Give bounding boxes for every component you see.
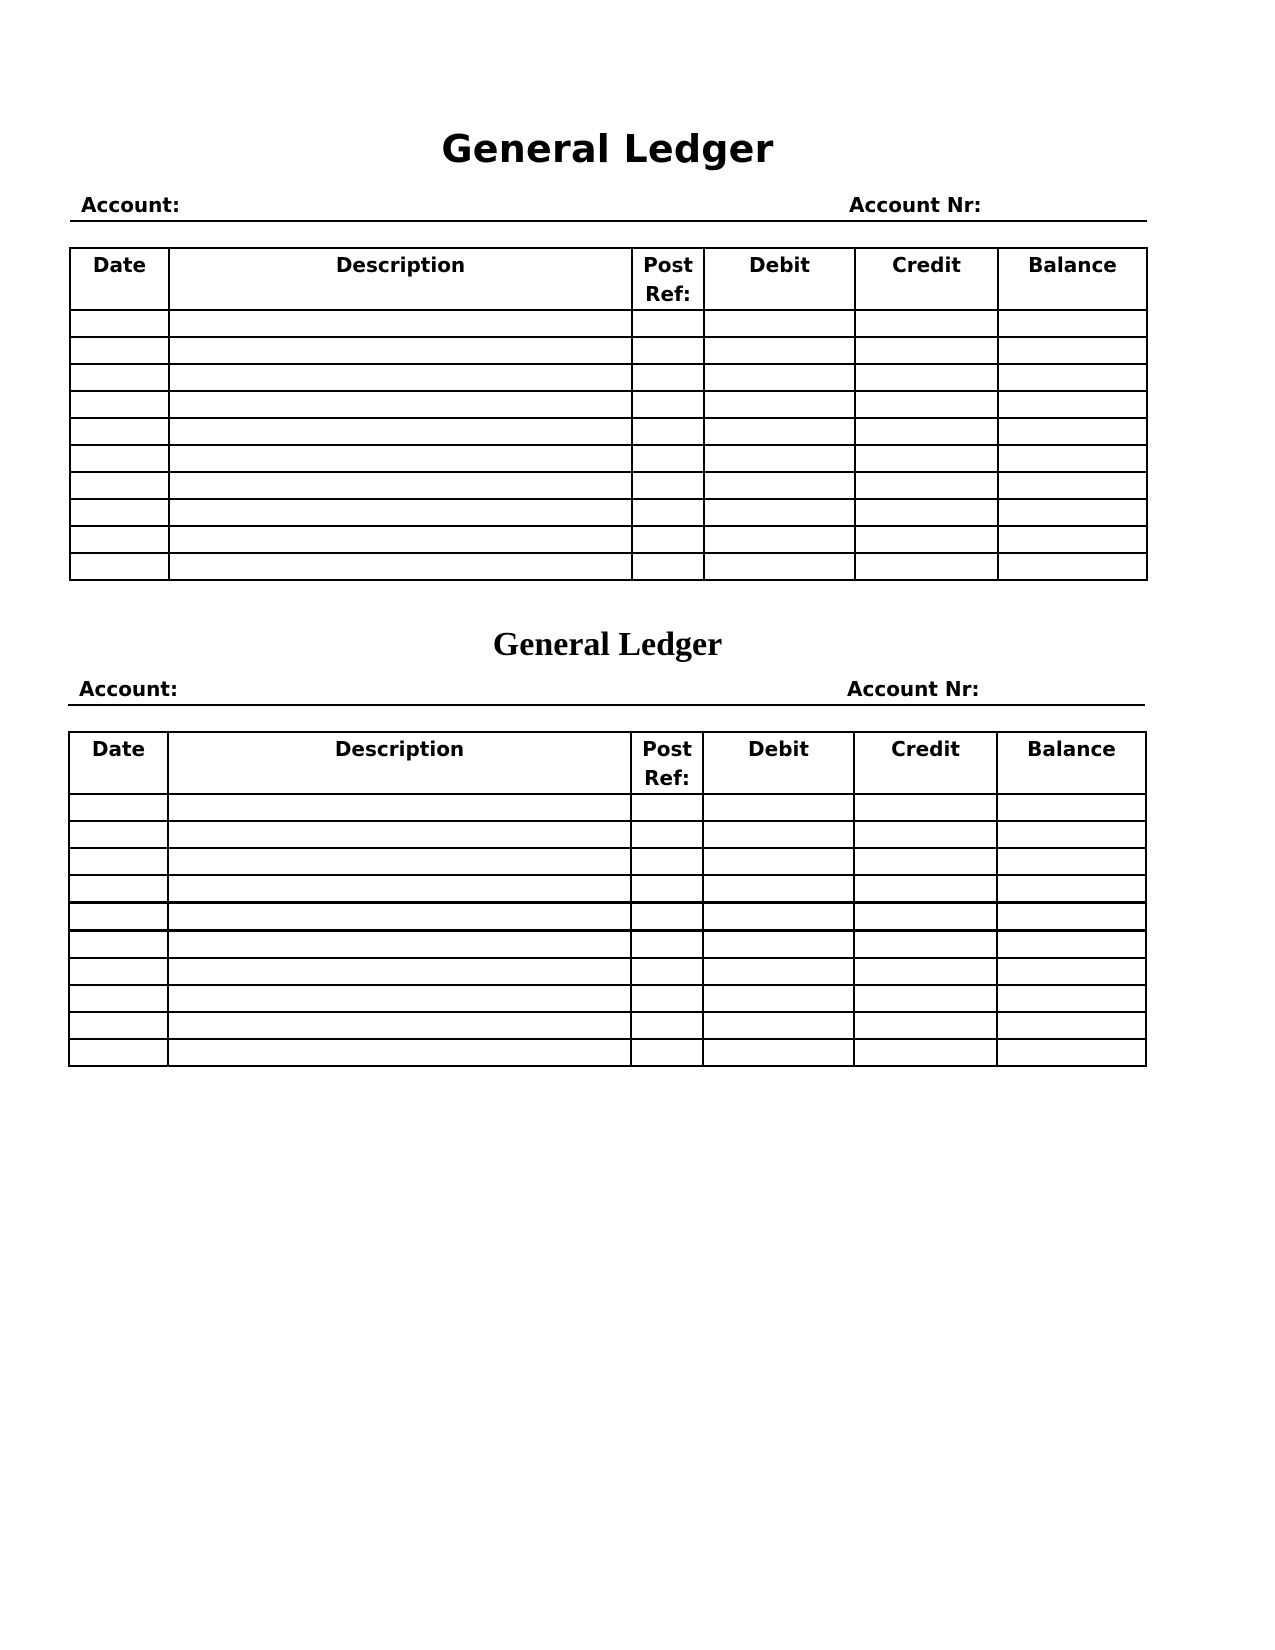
date-cell[interactable] <box>69 848 168 875</box>
debit-cell[interactable] <box>704 499 855 526</box>
balance-cell[interactable] <box>998 526 1147 553</box>
date-cell[interactable] <box>70 364 169 391</box>
debit-cell[interactable] <box>704 553 855 580</box>
account-number-label: Account Nr: <box>849 193 982 217</box>
description-cell[interactable] <box>169 526 632 553</box>
description-cell[interactable] <box>168 985 631 1012</box>
post-ref-cell[interactable] <box>631 821 703 848</box>
table-row <box>70 337 1147 364</box>
table-header-row <box>69 732 1146 794</box>
balance-cell[interactable] <box>997 1039 1146 1066</box>
date-cell[interactable] <box>69 821 168 848</box>
table-row <box>69 1012 1146 1039</box>
post-ref-cell[interactable] <box>631 1039 703 1066</box>
balance-cell[interactable] <box>997 875 1146 903</box>
column-header-ref: Ref: <box>644 766 690 790</box>
debit-cell[interactable] <box>704 391 855 418</box>
date-cell[interactable] <box>69 875 168 903</box>
post-ref-cell[interactable] <box>631 875 703 903</box>
date-cell[interactable] <box>69 958 168 985</box>
column-header-debit: Debit <box>704 248 855 310</box>
balance-cell[interactable] <box>997 985 1146 1012</box>
ledger-table <box>68 731 1147 1067</box>
account-line[interactable] <box>68 676 1145 706</box>
description-cell[interactable] <box>168 903 631 931</box>
column-header-ref: Ref: <box>645 282 691 306</box>
credit-cell[interactable] <box>855 337 998 364</box>
account-number-label: Account Nr: <box>847 677 980 701</box>
account-line[interactable] <box>70 192 1147 222</box>
date-cell[interactable] <box>69 931 168 959</box>
table-row <box>69 848 1146 875</box>
description-cell[interactable] <box>168 848 631 875</box>
date-cell[interactable] <box>69 1012 168 1039</box>
debit-cell[interactable] <box>704 310 855 337</box>
balance-cell[interactable] <box>997 903 1146 931</box>
balance-cell[interactable] <box>997 958 1146 985</box>
table-row <box>69 875 1146 903</box>
balance-cell[interactable] <box>997 821 1146 848</box>
balance-cell[interactable] <box>998 472 1147 499</box>
credit-cell[interactable] <box>854 985 997 1012</box>
post-ref-cell[interactable] <box>632 526 704 553</box>
table-row <box>69 794 1146 821</box>
description-cell[interactable] <box>169 445 632 472</box>
post-ref-cell[interactable] <box>632 391 704 418</box>
date-cell[interactable] <box>70 445 169 472</box>
post-ref-cell[interactable] <box>632 445 704 472</box>
table-row <box>70 364 1147 391</box>
debit-cell[interactable] <box>704 445 855 472</box>
credit-cell[interactable] <box>855 364 998 391</box>
date-cell[interactable] <box>70 418 169 445</box>
debit-cell[interactable] <box>703 903 854 931</box>
date-cell[interactable] <box>70 310 169 337</box>
date-cell[interactable] <box>70 472 169 499</box>
column-header-balance: Balance <box>998 248 1147 310</box>
post-ref-cell[interactable] <box>631 848 703 875</box>
table-row <box>70 418 1147 445</box>
description-cell[interactable] <box>168 958 631 985</box>
description-cell[interactable] <box>169 310 632 337</box>
table-row <box>69 958 1146 985</box>
date-cell[interactable] <box>70 499 169 526</box>
page-title: General Ledger <box>441 127 774 171</box>
table-row <box>70 391 1147 418</box>
table-row <box>69 1039 1146 1066</box>
debit-cell[interactable] <box>703 931 854 959</box>
column-header-date: Date <box>69 732 168 794</box>
post-ref-cell[interactable] <box>632 364 704 391</box>
column-header-description: Description <box>168 732 631 794</box>
post-ref-cell[interactable] <box>631 958 703 985</box>
post-ref-cell[interactable] <box>631 985 703 1012</box>
column-header-description: Description <box>169 248 632 310</box>
balance-cell[interactable] <box>997 931 1146 959</box>
debit-cell[interactable] <box>703 794 854 821</box>
post-ref-cell[interactable] <box>632 499 704 526</box>
description-cell[interactable] <box>169 472 632 499</box>
debit-cell[interactable] <box>704 472 855 499</box>
table-header-row <box>70 248 1147 310</box>
date-cell[interactable] <box>69 1039 168 1066</box>
credit-cell[interactable] <box>855 310 998 337</box>
date-cell[interactable] <box>69 903 168 931</box>
description-cell[interactable] <box>168 794 631 821</box>
balance-cell[interactable] <box>998 445 1147 472</box>
debit-cell[interactable] <box>703 1039 854 1066</box>
balance-cell[interactable] <box>998 364 1147 391</box>
description-cell[interactable] <box>168 821 631 848</box>
table-row <box>70 472 1147 499</box>
balance-cell[interactable] <box>998 418 1147 445</box>
debit-cell[interactable] <box>703 875 854 903</box>
balance-cell[interactable] <box>997 794 1146 821</box>
column-header-post-ref <box>632 248 704 310</box>
table-row <box>69 931 1146 959</box>
column-header-debit: Debit <box>703 732 854 794</box>
description-cell[interactable] <box>169 391 632 418</box>
credit-cell[interactable] <box>854 1012 997 1039</box>
column-header-post-ref <box>631 732 703 794</box>
credit-cell[interactable] <box>854 875 997 903</box>
description-cell[interactable] <box>168 931 631 959</box>
post-ref-cell[interactable] <box>632 553 704 580</box>
column-header-credit: Credit <box>854 732 997 794</box>
credit-cell[interactable] <box>854 794 997 821</box>
post-ref-cell[interactable] <box>631 794 703 821</box>
description-cell[interactable] <box>168 1012 631 1039</box>
balance-cell[interactable] <box>997 848 1146 875</box>
balance-cell[interactable] <box>998 553 1147 580</box>
description-cell[interactable] <box>169 364 632 391</box>
date-cell[interactable] <box>70 526 169 553</box>
debit-cell[interactable] <box>704 337 855 364</box>
post-ref-cell[interactable] <box>631 903 703 931</box>
credit-cell[interactable] <box>854 821 997 848</box>
table-row <box>69 985 1146 1012</box>
balance-cell[interactable] <box>998 310 1147 337</box>
credit-cell[interactable] <box>854 848 997 875</box>
post-ref-cell[interactable] <box>632 418 704 445</box>
credit-cell[interactable] <box>855 391 998 418</box>
table-row <box>70 526 1147 553</box>
table-row <box>69 821 1146 848</box>
credit-cell[interactable] <box>855 526 998 553</box>
table-row <box>70 445 1147 472</box>
description-cell[interactable] <box>168 1039 631 1066</box>
section-title: General Ledger <box>492 626 723 663</box>
description-cell[interactable] <box>169 337 632 364</box>
debit-cell[interactable] <box>704 364 855 391</box>
credit-cell[interactable] <box>855 472 998 499</box>
post-ref-cell[interactable] <box>632 310 704 337</box>
credit-cell[interactable] <box>855 499 998 526</box>
column-header-post: Post <box>642 737 692 761</box>
table-row <box>70 499 1147 526</box>
post-ref-cell[interactable] <box>631 931 703 959</box>
debit-cell[interactable] <box>704 526 855 553</box>
credit-cell[interactable] <box>854 1039 997 1066</box>
balance-cell[interactable] <box>997 1012 1146 1039</box>
column-header-post: Post <box>643 253 693 277</box>
table-row <box>69 903 1146 931</box>
balance-cell[interactable] <box>998 391 1147 418</box>
credit-cell[interactable] <box>854 958 997 985</box>
date-cell[interactable] <box>70 391 169 418</box>
ledger-table <box>69 247 1148 581</box>
balance-cell[interactable] <box>998 499 1147 526</box>
post-ref-cell[interactable] <box>632 337 704 364</box>
post-ref-cell[interactable] <box>632 472 704 499</box>
table-row <box>70 553 1147 580</box>
credit-cell[interactable] <box>855 553 998 580</box>
column-header-credit: Credit <box>855 248 998 310</box>
debit-cell[interactable] <box>704 418 855 445</box>
debit-cell[interactable] <box>703 958 854 985</box>
column-header-date: Date <box>70 248 169 310</box>
credit-cell[interactable] <box>854 931 997 959</box>
credit-cell[interactable] <box>854 903 997 931</box>
date-cell[interactable] <box>70 337 169 364</box>
description-cell[interactable] <box>169 499 632 526</box>
debit-cell[interactable] <box>703 848 854 875</box>
account-label: Account: <box>79 677 178 701</box>
debit-cell[interactable] <box>703 821 854 848</box>
credit-cell[interactable] <box>855 418 998 445</box>
balance-cell[interactable] <box>998 337 1147 364</box>
debit-cell[interactable] <box>703 985 854 1012</box>
debit-cell[interactable] <box>703 1012 854 1039</box>
date-cell[interactable] <box>69 794 168 821</box>
column-header-balance: Balance <box>997 732 1146 794</box>
post-ref-cell[interactable] <box>631 1012 703 1039</box>
date-cell[interactable] <box>69 985 168 1012</box>
description-cell[interactable] <box>168 875 631 903</box>
date-cell[interactable] <box>70 553 169 580</box>
description-cell[interactable] <box>169 553 632 580</box>
description-cell[interactable] <box>169 418 632 445</box>
credit-cell[interactable] <box>855 445 998 472</box>
account-label: Account: <box>81 193 180 217</box>
table-row <box>70 310 1147 337</box>
